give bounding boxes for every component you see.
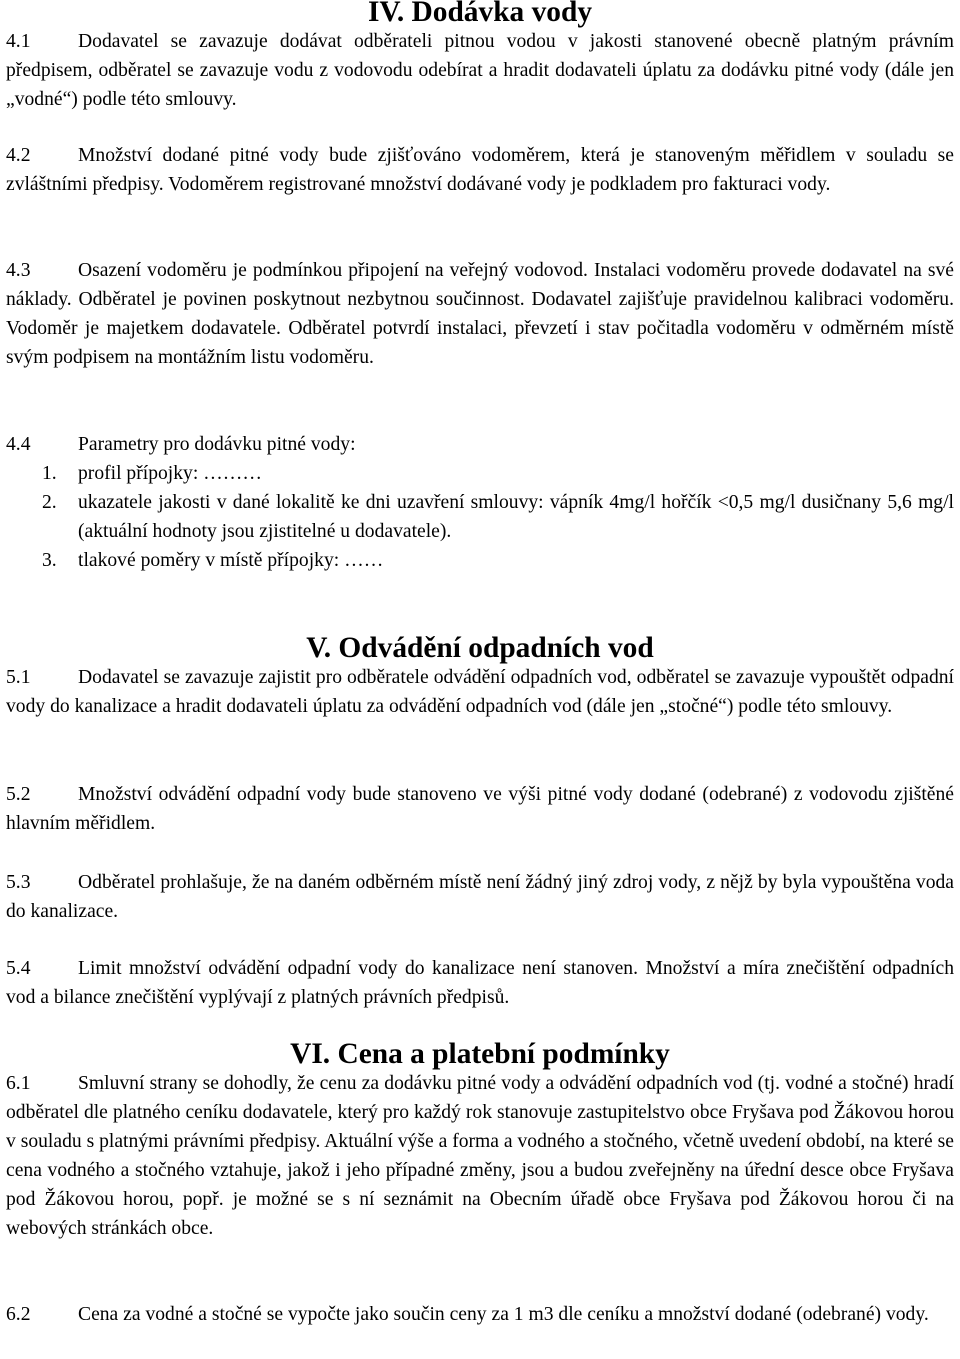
paragraph-text: Parametry pro dodávku pitné vody: (78, 434, 356, 455)
paragraph-5-1 (6, 663, 954, 721)
list-number: 1. (42, 463, 57, 484)
paragraph-4-3 (6, 256, 954, 372)
paragraph-text: Dodavatel se zavazuje dodávat odběrateli pitnou vodou v jakosti stanovené obecně platným právním předpisem, odběratel se zavazuje vodu z vodovodu odebírat a hradit dodavateli úplatu za dodávku pitné vody (dále jen „vodné“) podle této smlouvy. (6, 31, 954, 110)
paragraph-text: Limit množství odvádění odpadní vody do kanalizace není stanoven. Množství a míra znečištění odpadních vod a bilance znečištění vyplývají z platných právních předpisů. (6, 958, 954, 1008)
paragraph-5-2 (6, 780, 954, 838)
paragraph-number: 6.1 (6, 1073, 31, 1094)
paragraph-text: Smluvní strany se dohodly, že cenu za dodávku pitné vody a odvádění odpadních vod (tj. vodné a stočné) hradí odběratel dle platného ceníku dodavatele, který pro každý rok stanovuje zastupitelstvo obce Fryšava pod Žákovou horou v souladu s platnými právními předpisy. Aktuální výše a forma a vodného a stočného, včetně uvedení období, na které se cena vodného a stočného vztahuje, jakož i jeho případné změny, jsou a budou zveřejněny na úřední desce obce Fryšava pod Žákovou horou, popř. je možné se s ní seznámit na Obecním úřadě obce Fryšava pod Žákovou horou či na webových stránkách obce. (6, 1073, 954, 1239)
list-text: tlakové poměry v místě přípojky: …… (78, 550, 384, 571)
list-item (6, 546, 954, 575)
paragraph-4-1 (6, 27, 954, 114)
parameter-list (6, 459, 954, 575)
section-4-title: IV. Dodávka vody (367, 0, 593, 28)
paragraph-number: 5.1 (6, 667, 31, 688)
section-6 (6, 1040, 954, 1243)
list-text: ukazatele jakosti v dané lokalitě ke dni uzavření smlouvy: vápník 4mg/l hořčík <0,5 mg/l dusičnany 5,6 mg/l (aktuální hodnoty jsou zjistitelné u dodavatele). (78, 492, 954, 542)
paragraph-number: 4.3 (6, 260, 31, 281)
paragraph-text: Dodavatel se zavazuje zajistit pro odběratele odvádění odpadních vod, odběratel se zavazuje vypouštět odpadní vody do kanalizace a hradit dodavateli úplatu za odvádění odpadních vod (dále jen „stočné“) podle této smlouvy. (6, 667, 954, 717)
paragraph-number: 6.2 (6, 1304, 31, 1325)
section-4 (6, 0, 954, 114)
paragraph-6-2 (6, 1300, 954, 1329)
section-4-4 (6, 430, 954, 575)
paragraph-number: 5.4 (6, 958, 31, 979)
paragraph-number: 4.1 (6, 31, 31, 52)
paragraph-text: Cena za vodné a stočné se vypočte jako součin ceny za 1 m3 dle ceníku a množství dodané (odebrané) vody. (78, 1304, 929, 1325)
paragraph-text: Množství dodané pitné vody bude zjišťováno vodoměrem, která je stanoveným měřidlem v souladu se zvláštními předpisy. Vodoměrem registrované množství dodávané vody je podkladem pro fakturaci vody. (6, 145, 954, 195)
paragraph-text: Osazení vodoměru je podmínkou připojení na veřejný vodovod. Instalaci vodoměru provede dodavatel na své náklady. Odběratel je povinen poskytnout nezbytnou součinnost. Dodavatel zajišťuje pravidelnou kalibraci vodoměru. Vodoměr je majetkem dodavatele. Odběratel potvrdí instalaci, převzetí i stav počitadla vodoměru v odměrném místě svým podpisem na montážním listu vodoměru. (6, 260, 954, 368)
section-5-4 (6, 954, 954, 1012)
section-4-2 (6, 141, 954, 199)
paragraph-6-1 (6, 1069, 954, 1243)
list-item (6, 459, 954, 488)
paragraph-text: Odběratel prohlašuje, že na daném odběrném místě není žádný jiný zdroj vody, z nějž by byla vypouštěna voda do kanalizace. (6, 872, 954, 922)
section-6-2 (6, 1300, 954, 1329)
paragraph-5-4 (6, 954, 954, 1012)
paragraph-5-3 (6, 868, 954, 926)
list-number: 2. (42, 492, 57, 513)
section-5 (6, 634, 954, 721)
paragraph-number: 4.4 (6, 434, 31, 455)
list-item (6, 488, 954, 546)
section-4-3 (6, 256, 954, 372)
paragraph-text: Množství odvádění odpadní vody bude stanoveno ve výši pitné vody dodané (odebrané) z vodovodu zjištěné hlavním měřidlem. (6, 784, 954, 834)
list-text: profil přípojky: ……… (78, 463, 262, 484)
paragraph-4-2 (6, 141, 954, 199)
section-6-title: VI. Cena a platební podmínky (290, 1038, 670, 1070)
paragraph-number: 5.2 (6, 784, 31, 805)
section-5-3 (6, 868, 954, 926)
list-number: 3. (42, 550, 57, 571)
paragraph-number: 5.3 (6, 872, 31, 893)
paragraph-4-4 (6, 430, 954, 459)
section-5-title: V. Odvádění odpadních vod (306, 632, 654, 664)
paragraph-number: 4.2 (6, 145, 31, 166)
section-5-2 (6, 780, 954, 838)
